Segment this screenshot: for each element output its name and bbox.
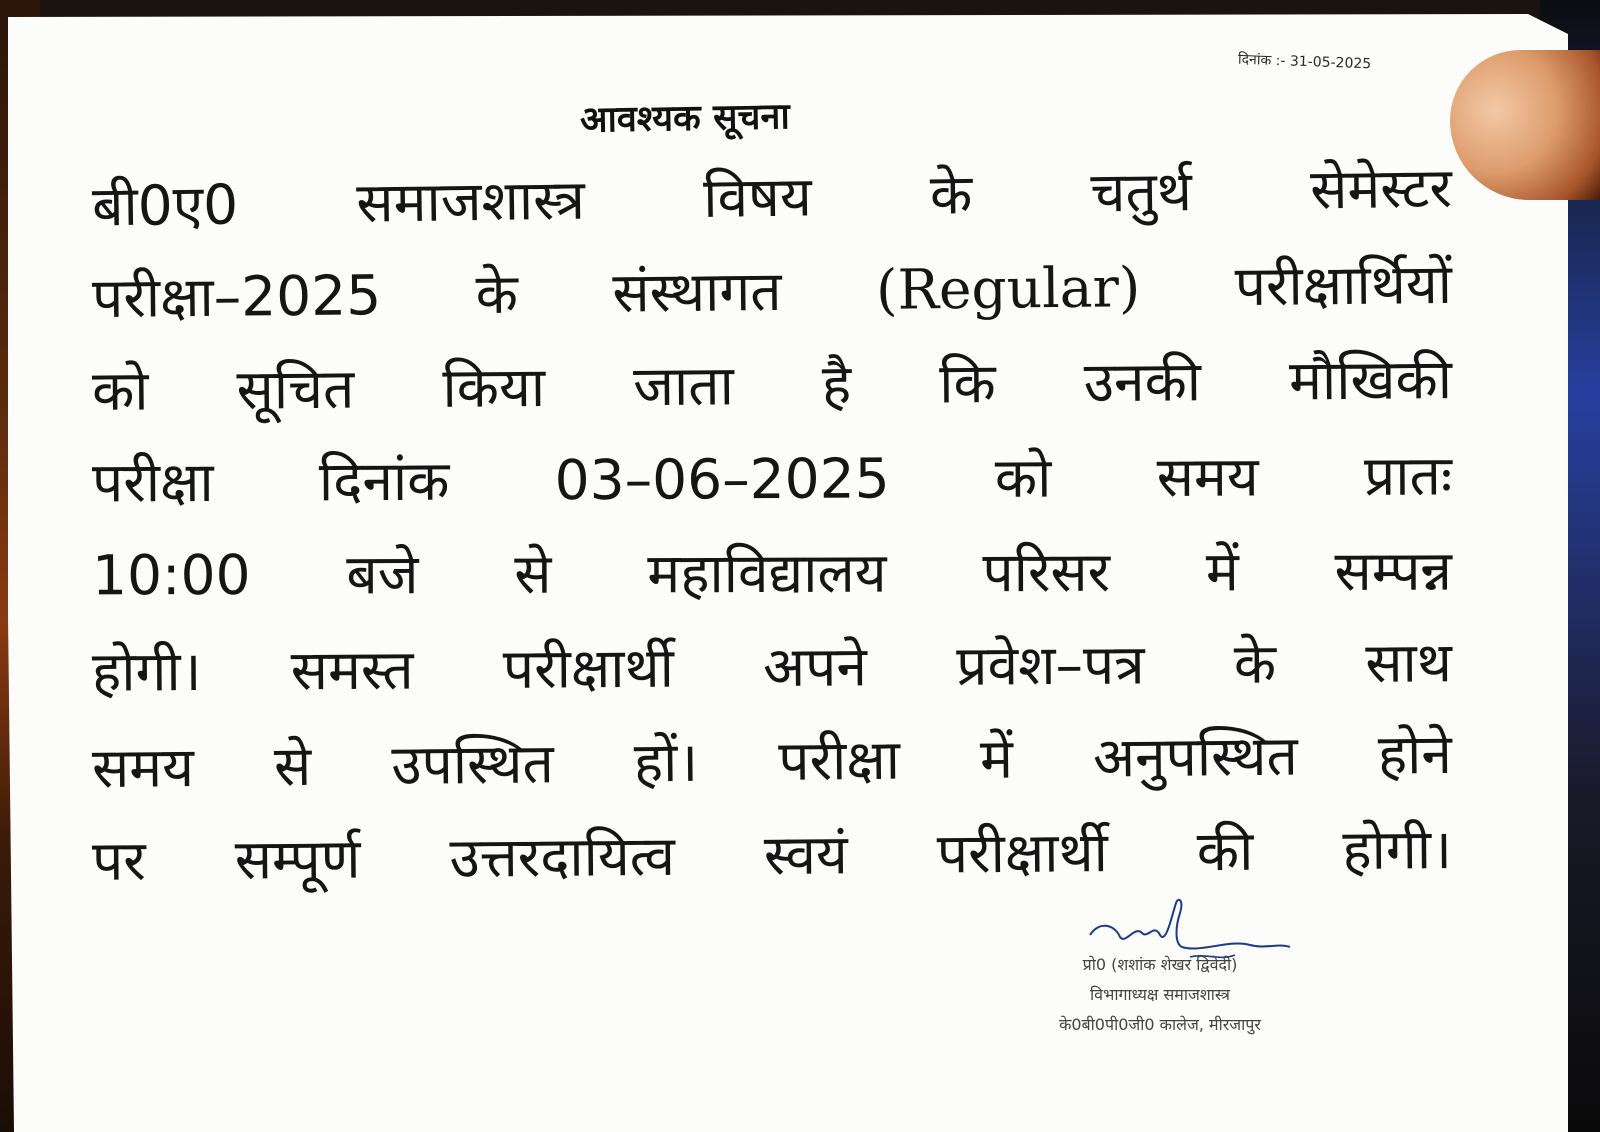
notice-line bbox=[92, 802, 1453, 908]
notice-body bbox=[92, 150, 1452, 902]
notice-line bbox=[92, 332, 1453, 438]
word: साथ bbox=[1365, 630, 1453, 695]
word: उपस्थित bbox=[391, 731, 555, 797]
word: कि bbox=[938, 351, 997, 416]
word: जाता bbox=[632, 353, 735, 419]
word: उत्तरदायित्व bbox=[449, 823, 676, 890]
word: की bbox=[1196, 818, 1254, 884]
word: सूचित bbox=[236, 356, 355, 422]
word: हों। bbox=[633, 729, 699, 795]
notice-title: आवश्यक सूचना bbox=[579, 96, 791, 141]
word: अनुपस्थित bbox=[1092, 723, 1299, 790]
word: मौखिकी bbox=[1288, 347, 1453, 413]
notice-line bbox=[92, 428, 1452, 529]
word: समाजशास्त्र bbox=[355, 167, 586, 235]
word: प्रातः bbox=[1363, 443, 1453, 508]
word: होने bbox=[1377, 721, 1453, 787]
notice-line bbox=[92, 524, 1452, 623]
notice-line bbox=[92, 615, 1453, 718]
word: अपने bbox=[762, 634, 868, 700]
notice-line bbox=[92, 237, 1453, 345]
word: पर bbox=[91, 828, 147, 893]
word: परीक्षार्थी bbox=[502, 635, 675, 701]
word: किया bbox=[442, 354, 546, 420]
signatory-designation: विभागाध्यक्ष समाजशास्त्र bbox=[1090, 985, 1230, 1004]
word: के bbox=[475, 261, 519, 327]
word: सम्पूर्ण bbox=[234, 826, 361, 892]
notice-date: दिनांक :- 31-05-2025 bbox=[1237, 51, 1372, 73]
word: विषय bbox=[702, 164, 813, 230]
word: परीक्षार्थी bbox=[936, 820, 1109, 886]
word: होगी। bbox=[91, 638, 202, 704]
word: बजे bbox=[346, 542, 419, 607]
word: 03–06–2025 bbox=[554, 446, 890, 513]
word: को bbox=[994, 445, 1052, 510]
word: महाविद्यालय bbox=[647, 540, 887, 606]
word: दिनांक bbox=[318, 448, 450, 514]
word: को bbox=[91, 358, 149, 423]
word: समय bbox=[1156, 444, 1259, 509]
word: 10:00 bbox=[91, 542, 251, 608]
word: परीक्षा bbox=[91, 449, 214, 515]
word: स्वयं bbox=[763, 822, 849, 888]
word: परीक्षार्थियों bbox=[1234, 251, 1453, 319]
signatory-name: प्रो0 (शशांक शेखर द्विवेदी) bbox=[1082, 955, 1238, 974]
word: परीक्षा bbox=[777, 727, 901, 793]
word: परीक्षा–2025 bbox=[91, 263, 382, 331]
word: के bbox=[1233, 631, 1277, 696]
word: के bbox=[929, 162, 973, 227]
word: चतुर्थ bbox=[1090, 159, 1193, 225]
word: से bbox=[514, 541, 552, 606]
word: से bbox=[273, 733, 312, 799]
word: बी0ए0 bbox=[91, 172, 239, 239]
word: में bbox=[979, 726, 1014, 791]
word: होगी। bbox=[1342, 817, 1453, 883]
word: उनकी bbox=[1083, 349, 1202, 415]
word: समस्त bbox=[290, 637, 414, 703]
word: समय bbox=[91, 735, 195, 801]
signature-block bbox=[1010, 950, 1310, 1040]
word: प्रवेश–पत्र bbox=[955, 632, 1145, 698]
notice-line bbox=[91, 141, 1452, 254]
word: सम्पन्न bbox=[1334, 538, 1453, 604]
word: में bbox=[1205, 539, 1239, 604]
word: परिसर bbox=[982, 539, 1111, 605]
word: (Regular) bbox=[875, 255, 1141, 322]
word: संस्थागत bbox=[612, 258, 782, 325]
word: है bbox=[821, 352, 852, 417]
signatory-institution: के0बी0पी0जी0 कालेज, मीरजापुर bbox=[1059, 1015, 1261, 1034]
notice-line bbox=[92, 707, 1453, 815]
word: सेमेस्टर bbox=[1309, 155, 1453, 222]
